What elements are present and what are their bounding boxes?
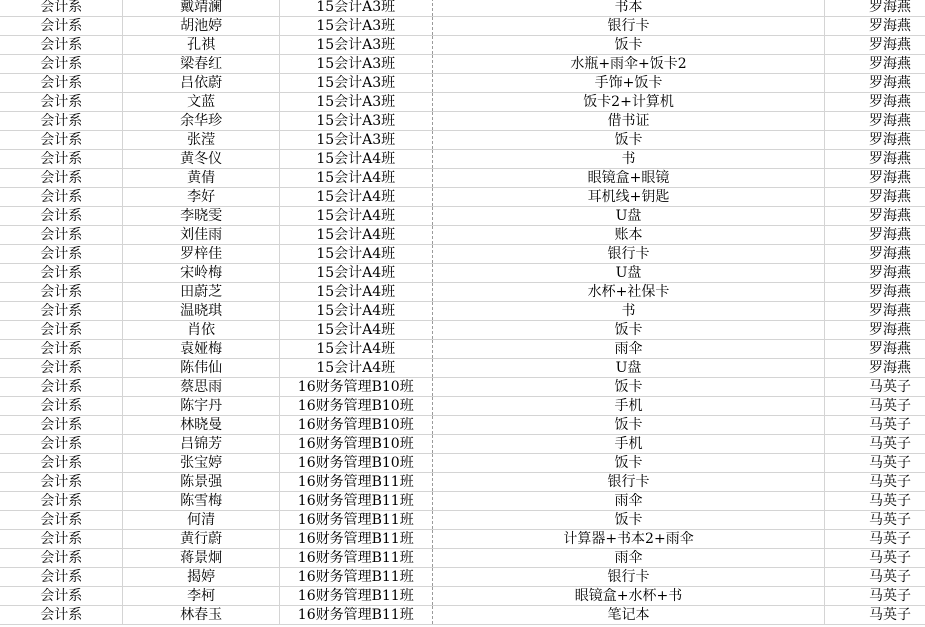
- class-cell[interactable]: 15会计A4班: [279, 169, 432, 188]
- table-row: [0, 492, 925, 511]
- table-row: [0, 93, 925, 112]
- class-cell[interactable]: 15会计A3班: [279, 93, 432, 112]
- recorder-cell[interactable]: 马英子: [825, 511, 925, 530]
- table-row: [0, 378, 925, 397]
- class-cell[interactable]: 15会计A3班: [279, 0, 432, 17]
- table-row: [0, 55, 925, 74]
- student-name-cell[interactable]: 罗梓佳: [123, 245, 279, 264]
- department-cell[interactable]: 会计系: [0, 340, 123, 359]
- department-cell[interactable]: 会计系: [0, 397, 123, 416]
- class-cell[interactable]: 15会计A4班: [279, 245, 432, 264]
- student-name-cell[interactable]: 吕依蔚: [123, 74, 279, 93]
- lost-item-cell[interactable]: 饭卡: [432, 416, 825, 435]
- table-row: [0, 36, 925, 55]
- student-name-cell[interactable]: 林春玉: [123, 606, 279, 625]
- recorder-cell[interactable]: 马英子: [825, 416, 925, 435]
- table-row: [0, 188, 925, 207]
- department-cell[interactable]: 会计系: [0, 55, 123, 74]
- table-row: [0, 131, 925, 150]
- class-cell[interactable]: 15会计A4班: [279, 264, 432, 283]
- class-cell[interactable]: 16财务管理B10班: [279, 378, 432, 397]
- department-cell[interactable]: 会计系: [0, 511, 123, 530]
- table-row: [0, 473, 925, 492]
- department-cell[interactable]: 会计系: [0, 549, 123, 568]
- class-cell[interactable]: 15会计A3班: [279, 55, 432, 74]
- class-cell[interactable]: 15会计A4班: [279, 359, 432, 378]
- lost-item-cell[interactable]: 雨伞: [432, 492, 825, 511]
- class-cell[interactable]: 16财务管理B11班: [279, 549, 432, 568]
- class-cell[interactable]: 15会计A4班: [279, 188, 432, 207]
- table-row: [0, 530, 925, 549]
- student-name-cell[interactable]: 蒋景炯: [123, 549, 279, 568]
- department-cell[interactable]: 会计系: [0, 378, 123, 397]
- lost-item-cell[interactable]: 书: [432, 150, 825, 169]
- department-cell[interactable]: 会计系: [0, 530, 123, 549]
- lost-item-cell[interactable]: 水瓶+雨伞+饭卡2: [432, 55, 825, 74]
- department-cell[interactable]: 会计系: [0, 131, 123, 150]
- table-row: [0, 340, 925, 359]
- lost-item-cell[interactable]: 饭卡: [432, 321, 825, 340]
- student-name-cell[interactable]: 田蔚芝: [123, 283, 279, 302]
- recorder-cell[interactable]: 马英子: [825, 435, 925, 454]
- student-name-cell[interactable]: 梁春红: [123, 55, 279, 74]
- student-name-cell[interactable]: 黄行蔚: [123, 530, 279, 549]
- lost-item-cell[interactable]: 银行卡: [432, 245, 825, 264]
- student-name-cell[interactable]: 揭婷: [123, 568, 279, 587]
- table-row: [0, 112, 925, 131]
- class-cell[interactable]: 16财务管理B11班: [279, 473, 432, 492]
- recorder-cell[interactable]: 罗海燕: [825, 55, 925, 74]
- recorder-cell[interactable]: 罗海燕: [825, 340, 925, 359]
- student-name-cell[interactable]: 余华珍: [123, 112, 279, 131]
- table-row: [0, 321, 925, 340]
- department-cell[interactable]: 会计系: [0, 93, 123, 112]
- lost-item-cell[interactable]: 银行卡: [432, 568, 825, 587]
- recorder-cell[interactable]: 罗海燕: [825, 150, 925, 169]
- class-cell[interactable]: 16财务管理B10班: [279, 416, 432, 435]
- department-cell[interactable]: 会计系: [0, 188, 123, 207]
- department-cell[interactable]: 会计系: [0, 359, 123, 378]
- class-cell[interactable]: 15会计A4班: [279, 321, 432, 340]
- table-row: [0, 150, 925, 169]
- class-cell[interactable]: 16财务管理B10班: [279, 435, 432, 454]
- table-row: [0, 207, 925, 226]
- table-row: [0, 226, 925, 245]
- class-cell[interactable]: 15会计A3班: [279, 36, 432, 55]
- table-row: [0, 169, 925, 188]
- department-cell[interactable]: 会计系: [0, 606, 123, 625]
- class-cell[interactable]: 15会计A3班: [279, 112, 432, 131]
- lost-item-cell[interactable]: 手饰+饭卡: [432, 74, 825, 93]
- table-row: [0, 416, 925, 435]
- student-name-cell[interactable]: 陈景强: [123, 473, 279, 492]
- recorder-cell[interactable]: 罗海燕: [825, 245, 925, 264]
- recorder-cell[interactable]: 马英子: [825, 568, 925, 587]
- student-name-cell[interactable]: 张宝婷: [123, 454, 279, 473]
- recorder-cell[interactable]: 罗海燕: [825, 17, 925, 36]
- table-row: [0, 454, 925, 473]
- class-cell[interactable]: 16财务管理B10班: [279, 454, 432, 473]
- department-cell[interactable]: 会计系: [0, 17, 123, 36]
- recorder-cell[interactable]: 马英子: [825, 454, 925, 473]
- class-cell[interactable]: 16财务管理B11班: [279, 568, 432, 587]
- lost-item-cell[interactable]: 饭卡: [432, 378, 825, 397]
- class-cell[interactable]: 15会计A3班: [279, 131, 432, 150]
- lost-item-cell[interactable]: 饭卡: [432, 131, 825, 150]
- table-row: [0, 245, 925, 264]
- student-name-cell[interactable]: 李晓雯: [123, 207, 279, 226]
- lost-item-cell[interactable]: 银行卡: [432, 473, 825, 492]
- lost-item-cell[interactable]: 书: [432, 302, 825, 321]
- student-name-cell[interactable]: 黄倩: [123, 169, 279, 188]
- department-cell[interactable]: 会计系: [0, 454, 123, 473]
- table-row: [0, 587, 925, 606]
- lost-item-cell[interactable]: 眼镜盒+水杯+书: [432, 587, 825, 606]
- student-name-cell[interactable]: 戴靖澜: [123, 0, 279, 17]
- lost-item-cell[interactable]: 饭卡: [432, 36, 825, 55]
- recorder-cell[interactable]: 罗海燕: [825, 321, 925, 340]
- table-row: [0, 359, 925, 378]
- lost-item-cell[interactable]: 饭卡: [432, 454, 825, 473]
- table-row: [0, 302, 925, 321]
- recorder-cell[interactable]: 马英子: [825, 378, 925, 397]
- recorder-cell[interactable]: 罗海燕: [825, 359, 925, 378]
- class-cell[interactable]: 15会计A4班: [279, 207, 432, 226]
- lost-item-cell[interactable]: 手机: [432, 397, 825, 416]
- department-cell[interactable]: 会计系: [0, 473, 123, 492]
- lost-item-cell[interactable]: 手机: [432, 435, 825, 454]
- department-cell[interactable]: 会计系: [0, 568, 123, 587]
- recorder-cell[interactable]: 马英子: [825, 492, 925, 511]
- class-cell[interactable]: 16财务管理B11班: [279, 530, 432, 549]
- recorder-cell[interactable]: 罗海燕: [825, 0, 925, 17]
- table-row: [0, 397, 925, 416]
- table-row: [0, 283, 925, 302]
- table-row: [0, 0, 925, 17]
- recorder-cell[interactable]: 马英子: [825, 606, 925, 625]
- student-name-cell[interactable]: 张滢: [123, 131, 279, 150]
- recorder-cell[interactable]: 罗海燕: [825, 302, 925, 321]
- student-name-cell[interactable]: 胡池婷: [123, 17, 279, 36]
- recorder-cell[interactable]: 罗海燕: [825, 74, 925, 93]
- department-cell[interactable]: 会计系: [0, 245, 123, 264]
- recorder-cell[interactable]: 罗海燕: [825, 112, 925, 131]
- lost-item-cell[interactable]: U盘: [432, 264, 825, 283]
- department-cell[interactable]: 会计系: [0, 150, 123, 169]
- department-cell[interactable]: 会计系: [0, 321, 123, 340]
- recorder-cell[interactable]: 马英子: [825, 530, 925, 549]
- lost-item-cell[interactable]: 计算器+书本2+雨伞: [432, 530, 825, 549]
- recorder-cell[interactable]: 马英子: [825, 473, 925, 492]
- department-cell[interactable]: 会计系: [0, 226, 123, 245]
- recorder-cell[interactable]: 马英子: [825, 397, 925, 416]
- class-cell[interactable]: 15会计A3班: [279, 17, 432, 36]
- student-name-cell[interactable]: 黄冬仪: [123, 150, 279, 169]
- student-name-cell[interactable]: 陈伟仙: [123, 359, 279, 378]
- student-name-cell[interactable]: 陈雪梅: [123, 492, 279, 511]
- department-cell[interactable]: 会计系: [0, 492, 123, 511]
- recorder-cell[interactable]: 罗海燕: [825, 131, 925, 150]
- table-row: [0, 606, 925, 625]
- table-row: [0, 568, 925, 587]
- recorder-cell[interactable]: 马英子: [825, 549, 925, 568]
- lost-item-cell[interactable]: 眼镜盒+眼镜: [432, 169, 825, 188]
- class-cell[interactable]: 16财务管理B11班: [279, 511, 432, 530]
- lost-item-cell[interactable]: 雨伞: [432, 549, 825, 568]
- student-name-cell[interactable]: 何清: [123, 511, 279, 530]
- class-cell[interactable]: 15会计A4班: [279, 340, 432, 359]
- recorder-cell[interactable]: 罗海燕: [825, 264, 925, 283]
- class-cell[interactable]: 15会计A4班: [279, 150, 432, 169]
- lost-item-cell[interactable]: 银行卡: [432, 17, 825, 36]
- student-name-cell[interactable]: 李柯: [123, 587, 279, 606]
- recorder-cell[interactable]: 罗海燕: [825, 169, 925, 188]
- table-row: [0, 511, 925, 530]
- lost-item-cell[interactable]: 饭卡: [432, 511, 825, 530]
- student-name-cell[interactable]: 蔡思雨: [123, 378, 279, 397]
- department-cell[interactable]: 会计系: [0, 36, 123, 55]
- department-cell[interactable]: 会计系: [0, 264, 123, 283]
- recorder-cell[interactable]: 罗海燕: [825, 36, 925, 55]
- lost-item-cell[interactable]: 耳机线+钥匙: [432, 188, 825, 207]
- lost-item-cell[interactable]: 雨伞: [432, 340, 825, 359]
- recorder-cell[interactable]: 马英子: [825, 587, 925, 606]
- lost-item-cell[interactable]: 借书证: [432, 112, 825, 131]
- department-cell[interactable]: 会计系: [0, 587, 123, 606]
- department-cell[interactable]: 会计系: [0, 416, 123, 435]
- lost-item-cell[interactable]: 书本: [432, 0, 825, 17]
- recorder-cell[interactable]: 罗海燕: [825, 188, 925, 207]
- lost-item-cell[interactable]: 水杯+社保卡: [432, 283, 825, 302]
- department-cell[interactable]: 会计系: [0, 112, 123, 131]
- department-cell[interactable]: 会计系: [0, 435, 123, 454]
- department-cell[interactable]: 会计系: [0, 0, 123, 17]
- class-cell[interactable]: 16财务管理B11班: [279, 492, 432, 511]
- recorder-cell[interactable]: 罗海燕: [825, 207, 925, 226]
- student-name-cell[interactable]: 刘佳雨: [123, 226, 279, 245]
- recorder-cell[interactable]: 罗海燕: [825, 226, 925, 245]
- lost-item-cell[interactable]: U盘: [432, 359, 825, 378]
- student-name-cell[interactable]: 肖依: [123, 321, 279, 340]
- lost-item-cell[interactable]: 笔记本: [432, 606, 825, 625]
- table-row: [0, 435, 925, 454]
- recorder-cell[interactable]: 罗海燕: [825, 283, 925, 302]
- lost-item-cell[interactable]: 账本: [432, 226, 825, 245]
- department-cell[interactable]: 会计系: [0, 207, 123, 226]
- department-cell[interactable]: 会计系: [0, 302, 123, 321]
- student-name-cell[interactable]: 陈宇丹: [123, 397, 279, 416]
- student-name-cell[interactable]: 宋岭梅: [123, 264, 279, 283]
- student-name-cell[interactable]: 温晓琪: [123, 302, 279, 321]
- table-row: [0, 549, 925, 568]
- student-name-cell[interactable]: 孔祺: [123, 36, 279, 55]
- student-name-cell[interactable]: 文蓝: [123, 93, 279, 112]
- lost-item-cell[interactable]: 饭卡2+计算机: [432, 93, 825, 112]
- department-cell[interactable]: 会计系: [0, 283, 123, 302]
- class-cell[interactable]: 16财务管理B11班: [279, 587, 432, 606]
- recorder-cell[interactable]: 罗海燕: [825, 93, 925, 112]
- class-cell[interactable]: 15会计A4班: [279, 283, 432, 302]
- student-name-cell[interactable]: 吕锦芳: [123, 435, 279, 454]
- student-name-cell[interactable]: 林晓曼: [123, 416, 279, 435]
- table-row: [0, 264, 925, 283]
- class-cell[interactable]: 15会计A4班: [279, 302, 432, 321]
- student-name-cell[interactable]: 袁娅梅: [123, 340, 279, 359]
- class-cell[interactable]: 15会计A3班: [279, 74, 432, 93]
- lost-item-cell[interactable]: U盘: [432, 207, 825, 226]
- class-cell[interactable]: 16财务管理B10班: [279, 397, 432, 416]
- department-cell[interactable]: 会计系: [0, 169, 123, 188]
- class-cell[interactable]: 15会计A4班: [279, 226, 432, 245]
- department-cell[interactable]: 会计系: [0, 74, 123, 93]
- student-name-cell[interactable]: 李好: [123, 188, 279, 207]
- class-cell[interactable]: 16财务管理B11班: [279, 606, 432, 625]
- table-row: [0, 74, 925, 93]
- table-row: [0, 17, 925, 36]
